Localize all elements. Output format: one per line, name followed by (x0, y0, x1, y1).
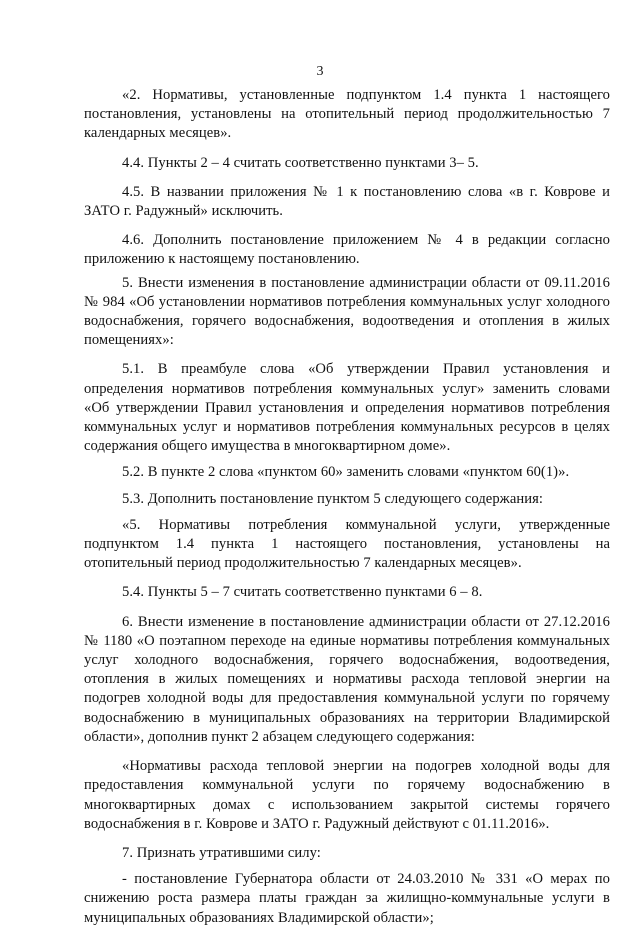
paragraph-4-5: 4.5. В названии приложения № 1 к постановлению слова «в г. Коврове и ЗАТО г. Радужный» исключить. (84, 183, 610, 220)
paragraph-5-3: 5.3. Дополнить постановление пунктом 5 следующего содержания: (122, 490, 543, 507)
paragraph-5-2: 5.2. В пункте 2 слова «пунктом 60» заменить словами «пунктом 60(1)». (122, 464, 570, 481)
paragraph-6: 6. Внести изменение в постановление администрации области от 27.12.2016 № 1180 «О поэтапном переходе на единые нормативы потребления коммунальных услуг холодного водоснабжения, горячего водоснабжения, водоотведения, отопления в жилых помещениях и нормативы расхода тепловой энергии на подогрев холодной воды для предоставления коммунальной услуги по горячему водоснабжению в муниципальных образованиях на территории Владимирской области», дополнив пункт 2 абзацем следующего содержания: (84, 613, 610, 745)
page-number: 3 (316, 64, 324, 79)
document-body (84, 86, 610, 928)
paragraph-5-4: 5.4. Пункты 5 – 7 считать соответственно пунктами 6 – 8. (122, 584, 483, 601)
paragraph-7: 7. Признать утратившими силу: (122, 844, 321, 861)
quoted-paragraph-5: «5. Нормативы потребления коммунальной услуги, утвержденные подпунктом 1.4 пункта 1 настоящего постановления, установлены на отопительный период продолжительностью 7 календарных месяцев». (84, 516, 610, 572)
paragraph-4-4: 4.4. Пункты 2 – 4 считать соответственно пунктами 3– 5. (122, 154, 479, 171)
paragraph-5-1: 5.1. В преамбуле слова «Об утверждении Правил установления и определения нормативов потребления коммунальных услуг» заменить словами «Об утверждении Правил установления и определения нормативов потребления коммунальных услуг и нормативов потребления коммунальных ресурсов в целях содержания общего имущества в многоквартирном доме». (84, 361, 610, 455)
quoted-paragraph-heat-norms: «Нормативы расхода тепловой энергии на подогрев холодной воды для предоставления коммунальной услуги по горячему водоснабжению в многоквартирных домах с использованием закрытой системы горячего водоснабжения в г. Коврове и ЗАТО г. Радужный действуют с 01.11.2016». (84, 758, 610, 832)
paragraph-7-item-1: - постановление Губернатора области от 24.03.2010 № 331 «О мерах по снижению роста размера платы граждан за жилищно-коммунальные услуги в муниципальных образованиях Владимирской области»; (84, 871, 610, 926)
paragraph-4-6: 4.6. Дополнить постановление приложением № 4 в редакции согласно приложению к настоящему постановлению. (84, 232, 610, 268)
paragraph-5: 5. Внести изменения в постановление администрации области от 09.11.2016 № 984 «Об установлении нормативов потребления коммунальных услуг холодного водоснабжения, горячего водоснабжения, водоотведения и отопления в жилых помещениях»: (84, 274, 610, 349)
paragraph-norm-2: «2. Нормативы, установленные подпунктом 1.4 пункта 1 настоящего постановления, установлены на отопительный период продолжительностью 7 календарных месяцев». (84, 87, 610, 142)
